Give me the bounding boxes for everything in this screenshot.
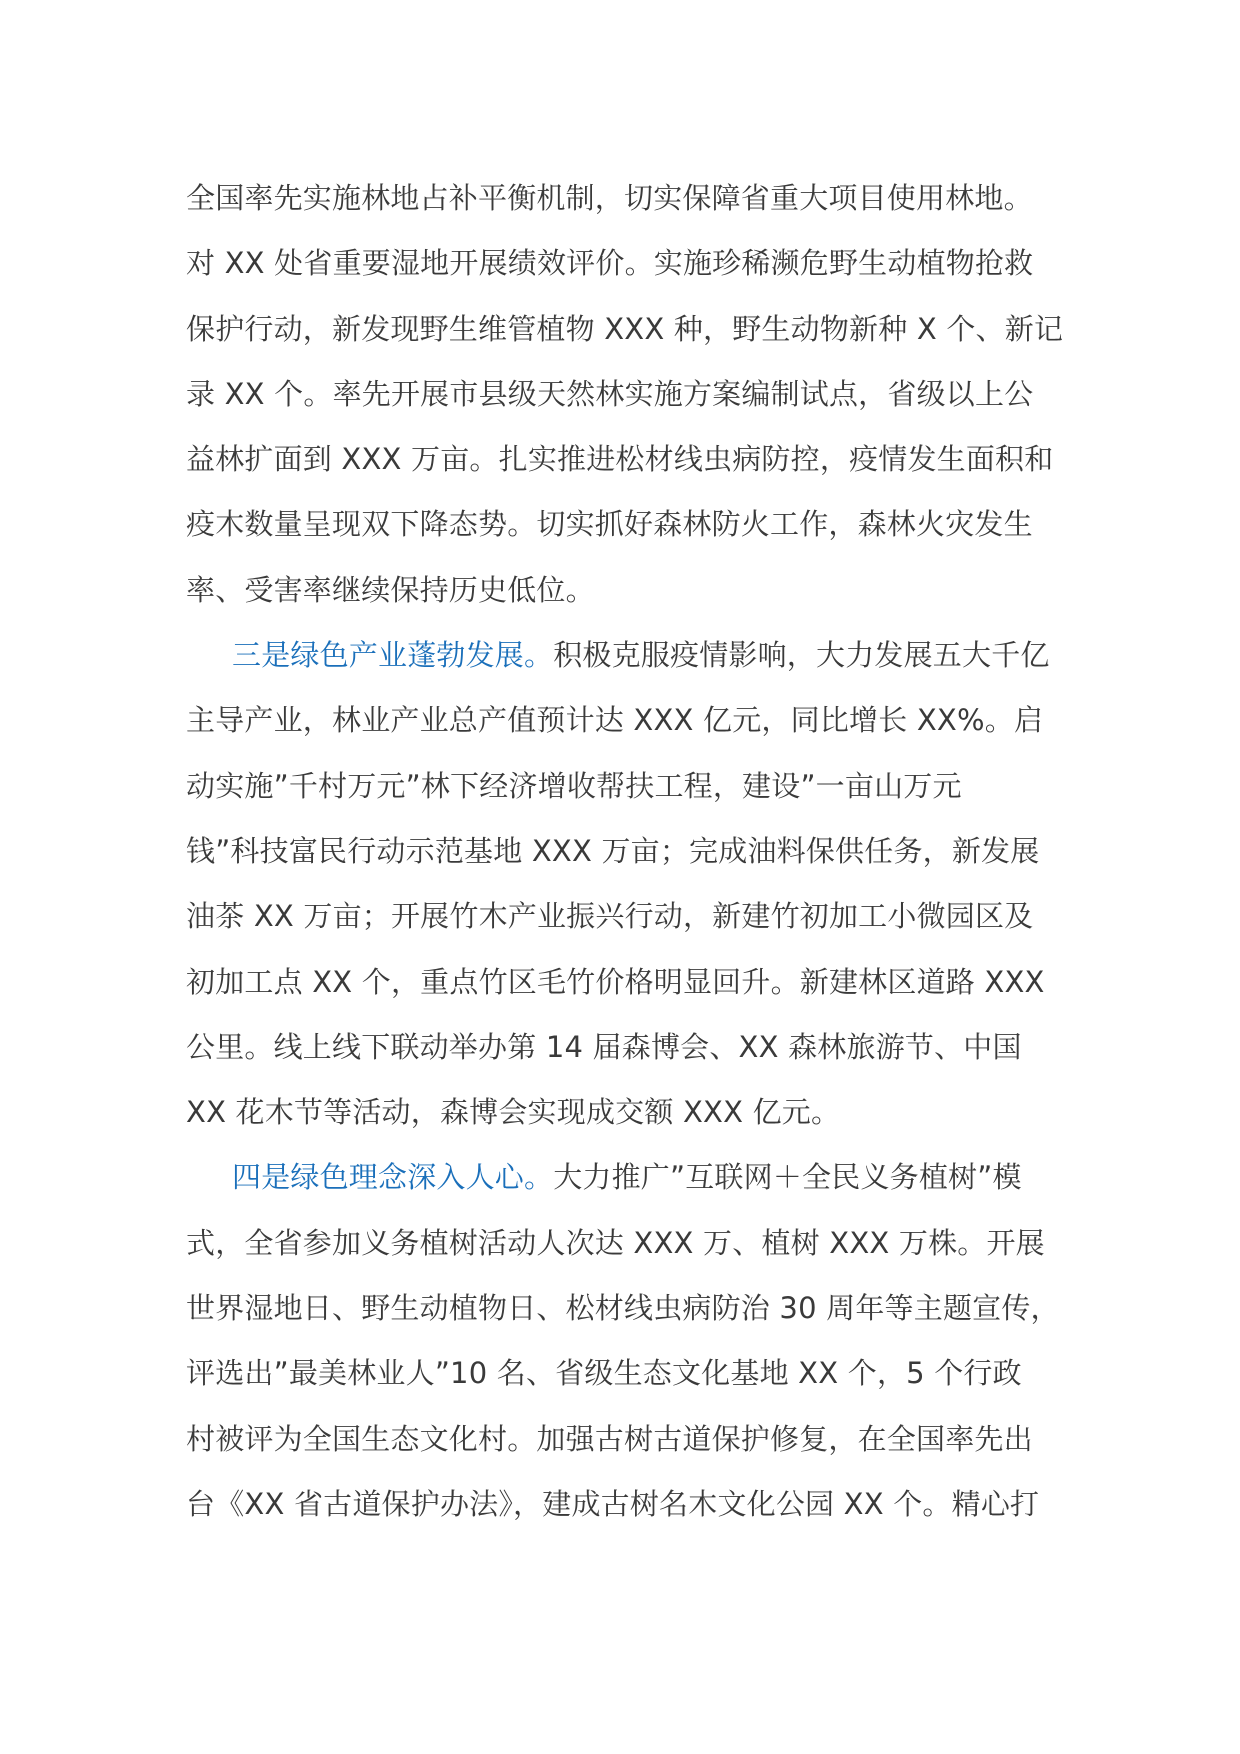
- text-line: 动实施”千村万元”林下经济增收帮扶工程，建设”一亩山万元: [186, 768, 962, 803]
- text-line: 钱”科技富民行动示范基地 XXX 万亩；完成油料保供任务，新发展: [186, 833, 1040, 868]
- text-line: 世界湿地日、野生动植物日、松材线虫病防治 30 周年等主题宣传，: [186, 1291, 1060, 1326]
- text-line: 益林扩面到 XXX 万亩。扎实推进松材线虫病防控，疫情发生面积和: [186, 442, 1054, 477]
- text-line: 初加工点 XX 个，重点竹区毛竹价格明显回升。新建林区道路 XXX: [186, 964, 1045, 999]
- text-line: 疫木数量呈现双下降态势。切实抓好森林防火工作，森林火灾发生: [186, 507, 1033, 542]
- text-line: 油茶 XX 万亩；开展竹木产业振兴行动，新建竹初加工小微园区及: [186, 899, 1034, 934]
- text-line: [186, 1145, 1066, 1210]
- text-line: 录 XX 个。率先开展市县级天然林实施方案编制试点，省级以上公: [186, 376, 1034, 411]
- text-line: 率、受害率继续保持历史低位。: [186, 572, 595, 607]
- text-line: 评选出”最美林业人”10 名、省级生态文化基地 XX 个，5 个行政: [186, 1356, 1022, 1391]
- text-line: 式，全省参加义务植树活动人次达 XXX 万、植树 XXX 万株。开展: [186, 1225, 1045, 1260]
- text-line: 主导产业，林业产业总产值预计达 XXX 亿元，同比增长 XX%。启: [186, 703, 1044, 738]
- text-run: 大力推广”互联网＋全民义务植树”模: [553, 1160, 1022, 1195]
- document-body: [186, 166, 1066, 1537]
- paragraph-1: [186, 166, 1066, 623]
- text-line: 保护行动，新发现野生维管植物 XXX 种，野生动物新种 X 个、新记: [186, 311, 1064, 346]
- text-line: 全国率先实施林地占补平衡机制，切实保障省重大项目使用林地。: [186, 181, 1033, 215]
- section-heading-green-industry: 三是绿色产业蓬勃发展。: [232, 638, 554, 673]
- text-line: 村被评为全国生态文化村。加强古树古道保护修复，在全国率先出: [186, 1421, 1033, 1456]
- text-run: 积极克服疫情影响，大力发展五大千亿: [553, 638, 1050, 673]
- text-line: 对 XX 处省重要湿地开展绩效评价。实施珍稀濒危野生动植物抢救: [186, 246, 1034, 281]
- section-heading-green-concept: 四是绿色理念深入人心。: [232, 1160, 554, 1195]
- paragraph-2: [186, 623, 1066, 1145]
- text-line: [186, 623, 1066, 688]
- paragraph-3: [186, 1145, 1066, 1537]
- text-line: 公里。线上线下联动举办第 14 届森博会、XX 森林旅游节、中国: [186, 1029, 1022, 1064]
- text-line: 台《XX 省古道保护办法》，建成古树名木文化公园 XX 个。精心打: [186, 1486, 1040, 1521]
- text-line: XX 花木节等活动，森博会实现成交额 XXX 亿元。: [186, 1095, 841, 1130]
